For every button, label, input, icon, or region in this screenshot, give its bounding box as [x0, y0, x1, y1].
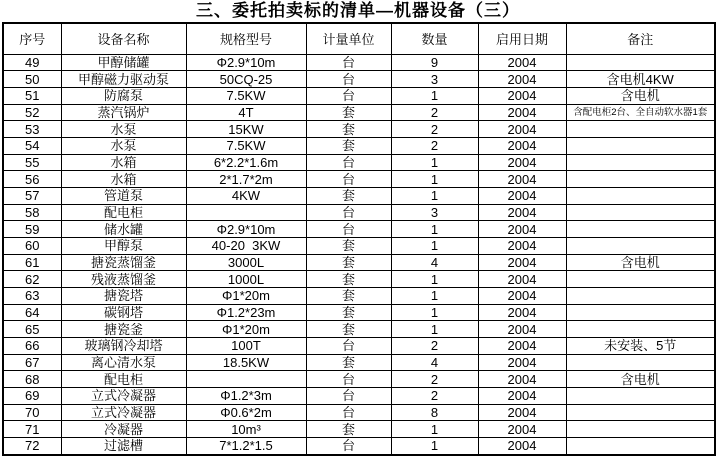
table-cell: 甲醇磁力驱动泵: [61, 71, 186, 88]
table-cell: 离心清水泵: [61, 354, 186, 371]
table-cell: 60: [3, 237, 61, 254]
table-cell: 台: [306, 54, 391, 71]
table-cell: 含电机: [566, 371, 715, 388]
table-cell: 2004: [478, 271, 566, 288]
table-row: [3, 371, 715, 388]
table-cell: [566, 204, 715, 221]
table-cell: 1: [391, 421, 478, 438]
table-row: [3, 104, 715, 121]
table-cell: 64: [3, 304, 61, 321]
table-cell: 含电机: [566, 87, 715, 104]
table-cell: 过滤槽: [61, 437, 186, 455]
table-cell: 2004: [478, 71, 566, 88]
table-cell: 2004: [478, 287, 566, 304]
table-cell: 1: [391, 437, 478, 455]
table-cell: 4: [391, 254, 478, 271]
table-cell: 58: [3, 204, 61, 221]
table-cell: [566, 137, 715, 154]
table-cell: [566, 237, 715, 254]
table-cell: 1: [391, 87, 478, 104]
table-cell: 2004: [478, 304, 566, 321]
table-header: [3, 23, 715, 54]
table-cell: 65: [3, 321, 61, 338]
table-cell: 台: [306, 87, 391, 104]
table-row: [3, 87, 715, 104]
table-cell: 51: [3, 87, 61, 104]
table-cell: 套: [306, 287, 391, 304]
table-cell: 66: [3, 337, 61, 354]
column-header-3: 计量单位: [306, 23, 391, 54]
column-header-4: 数量: [391, 23, 478, 54]
page-title: 三、委托拍卖标的清单—机器设备（三）: [196, 1, 520, 20]
table-cell: 防腐泵: [61, 87, 186, 104]
table-cell: 9: [391, 54, 478, 71]
column-header-1: 设备名称: [61, 23, 186, 54]
table-cell: 3: [391, 71, 478, 88]
column-header-5: 启用日期: [478, 23, 566, 54]
table-row: [3, 271, 715, 288]
table-cell: 套: [306, 237, 391, 254]
table-cell: 49: [3, 54, 61, 71]
table-cell: [566, 54, 715, 71]
table-cell: 1: [391, 321, 478, 338]
table-row: [3, 54, 715, 71]
table-cell: 水箱: [61, 171, 186, 188]
table-cell: 40-20 3KW: [186, 237, 306, 254]
table-cell: 2004: [478, 137, 566, 154]
table-row: [3, 421, 715, 438]
table-row: [3, 287, 715, 304]
column-header-0: 序号: [3, 23, 61, 54]
table-cell: 台: [306, 404, 391, 421]
table-cell: 套: [306, 187, 391, 204]
table-cell: 含电机4KW: [566, 71, 715, 88]
table-cell: 63: [3, 287, 61, 304]
table-cell: 未安装、5节: [566, 337, 715, 354]
table-cell: 7*1.2*1.5: [186, 437, 306, 455]
table-cell: 甲醇储罐: [61, 54, 186, 71]
table-cell: 72: [3, 437, 61, 455]
table-cell: 含电机: [566, 254, 715, 271]
table-cell: 水泵: [61, 121, 186, 138]
table-cell: [566, 287, 715, 304]
table-cell: [186, 204, 306, 221]
table-row: [3, 387, 715, 404]
table-cell: 2004: [478, 221, 566, 238]
table-row: [3, 337, 715, 354]
table-cell: [566, 171, 715, 188]
table-cell: 71: [3, 421, 61, 438]
table-cell: 2004: [478, 254, 566, 271]
table-cell: 台: [306, 387, 391, 404]
table-cell: 立式冷凝器: [61, 404, 186, 421]
table-cell: 冷凝器: [61, 421, 186, 438]
table-cell: 含配电柜2台、全自动软水器1套: [566, 104, 715, 121]
table-cell: 1: [391, 171, 478, 188]
table-cell: 台: [306, 204, 391, 221]
table-cell: 2004: [478, 237, 566, 254]
table-cell: 53: [3, 121, 61, 138]
table-cell: 7.5KW: [186, 137, 306, 154]
table-cell: 2004: [478, 87, 566, 104]
table-cell: 2004: [478, 171, 566, 188]
table-cell: 2004: [478, 421, 566, 438]
table-cell: 2004: [478, 437, 566, 455]
table-cell: 4T: [186, 104, 306, 121]
table-cell: 套: [306, 354, 391, 371]
table-cell: 68: [3, 371, 61, 388]
table-cell: 套: [306, 271, 391, 288]
table-cell: 2004: [478, 354, 566, 371]
table-row: [3, 71, 715, 88]
table-cell: 1000L: [186, 271, 306, 288]
table-row: [3, 304, 715, 321]
table-cell: 50CQ-25: [186, 71, 306, 88]
table-cell: 台: [306, 337, 391, 354]
table-cell: 2004: [478, 187, 566, 204]
column-header-2: 规格型号: [186, 23, 306, 54]
table-cell: 8: [391, 404, 478, 421]
table-cell: 15KW: [186, 121, 306, 138]
table-cell: 套: [306, 137, 391, 154]
column-header-6: 备注: [566, 23, 715, 54]
table-cell: [566, 304, 715, 321]
table-row: [3, 237, 715, 254]
table-cell: 61: [3, 254, 61, 271]
table-cell: 蒸汽锅炉: [61, 104, 186, 121]
table-cell: 套: [306, 421, 391, 438]
table-cell: 1: [391, 221, 478, 238]
table-cell: 1: [391, 187, 478, 204]
table-cell: 50: [3, 71, 61, 88]
table-cell: [566, 421, 715, 438]
table-cell: 1: [391, 287, 478, 304]
table-cell: [186, 371, 306, 388]
table-cell: 2004: [478, 337, 566, 354]
table-cell: 2004: [478, 104, 566, 121]
table-cell: 1: [391, 237, 478, 254]
table-cell: 57: [3, 187, 61, 204]
table-cell: [566, 404, 715, 421]
table-cell: 62: [3, 271, 61, 288]
table-cell: 1: [391, 154, 478, 171]
table-cell: [566, 271, 715, 288]
table-body: [3, 54, 715, 455]
table-cell: 水箱: [61, 154, 186, 171]
table-cell: 3: [391, 204, 478, 221]
table-cell: 56: [3, 171, 61, 188]
table-cell: Φ0.6*2m: [186, 404, 306, 421]
table-row: [3, 204, 715, 221]
table-cell: 18.5KW: [186, 354, 306, 371]
table-row: [3, 221, 715, 238]
table-cell: Φ1.2*23m: [186, 304, 306, 321]
table-row: [3, 171, 715, 188]
table-row: [3, 321, 715, 338]
table-cell: 台: [306, 437, 391, 455]
table-cell: 7.5KW: [186, 87, 306, 104]
table-cell: [566, 121, 715, 138]
table-cell: 立式冷凝器: [61, 387, 186, 404]
table-cell: [566, 354, 715, 371]
table-cell: 1: [391, 271, 478, 288]
table-cell: 2: [391, 371, 478, 388]
table-cell: [566, 187, 715, 204]
table-row: [3, 437, 715, 455]
table-cell: 台: [306, 371, 391, 388]
table-cell: Φ1*20m: [186, 321, 306, 338]
table-cell: 2004: [478, 387, 566, 404]
table-cell: 2004: [478, 204, 566, 221]
table-cell: [566, 321, 715, 338]
table-cell: 100T: [186, 337, 306, 354]
table-cell: 配电柜: [61, 204, 186, 221]
table-cell: 碳钢塔: [61, 304, 186, 321]
table-cell: 4KW: [186, 187, 306, 204]
table-cell: 2004: [478, 321, 566, 338]
table-cell: [566, 437, 715, 455]
table-cell: 套: [306, 254, 391, 271]
table-cell: 2: [391, 104, 478, 121]
table-cell: 搪瓷蒸馏釜: [61, 254, 186, 271]
table-cell: 搪瓷塔: [61, 287, 186, 304]
header-row: [3, 23, 715, 54]
table-cell: 台: [306, 71, 391, 88]
table-cell: 2004: [478, 154, 566, 171]
table-row: [3, 137, 715, 154]
table-cell: 套: [306, 121, 391, 138]
table-cell: 10m³: [186, 421, 306, 438]
table-cell: 2004: [478, 404, 566, 421]
table-row: [3, 354, 715, 371]
table-cell: 6*2.2*1.6m: [186, 154, 306, 171]
table-cell: 配电柜: [61, 371, 186, 388]
table-cell: 2004: [478, 371, 566, 388]
table-row: [3, 187, 715, 204]
table-cell: 套: [306, 104, 391, 121]
table-cell: 套: [306, 304, 391, 321]
table-row: [3, 404, 715, 421]
table-cell: [566, 221, 715, 238]
table-cell: 54: [3, 137, 61, 154]
table-cell: 储水罐: [61, 221, 186, 238]
table-cell: 2: [391, 337, 478, 354]
table-cell: [566, 154, 715, 171]
table-cell: 管道泵: [61, 187, 186, 204]
table-cell: Φ1.2*3m: [186, 387, 306, 404]
table-cell: Φ1*20m: [186, 287, 306, 304]
table-cell: 1: [391, 304, 478, 321]
table-cell: 2*1.7*2m: [186, 171, 306, 188]
table-cell: 2: [391, 387, 478, 404]
table-cell: 2: [391, 121, 478, 138]
table-cell: 残液蒸馏釜: [61, 271, 186, 288]
table-cell: 3000L: [186, 254, 306, 271]
table-cell: 甲醇泵: [61, 237, 186, 254]
table-cell: 55: [3, 154, 61, 171]
table-cell: 2004: [478, 54, 566, 71]
table-cell: 套: [306, 321, 391, 338]
table-cell: 玻璃钢冷却塔: [61, 337, 186, 354]
table-cell: 2: [391, 137, 478, 154]
table-row: [3, 254, 715, 271]
table-cell: 70: [3, 404, 61, 421]
table-cell: 69: [3, 387, 61, 404]
table-cell: 台: [306, 154, 391, 171]
table-cell: Φ2.9*10m: [186, 54, 306, 71]
table-cell: 台: [306, 221, 391, 238]
table-cell: Φ2.9*10m: [186, 221, 306, 238]
table-cell: 67: [3, 354, 61, 371]
table-cell: 水泵: [61, 137, 186, 154]
equipment-table: [2, 22, 716, 456]
table-cell: 4: [391, 354, 478, 371]
table-cell: 2004: [478, 121, 566, 138]
table-cell: 搪瓷釜: [61, 321, 186, 338]
table-cell: [566, 387, 715, 404]
table-cell: 52: [3, 104, 61, 121]
table-cell: 台: [306, 171, 391, 188]
table-row: [3, 121, 715, 138]
table-row: [3, 154, 715, 171]
table-cell: 59: [3, 221, 61, 238]
